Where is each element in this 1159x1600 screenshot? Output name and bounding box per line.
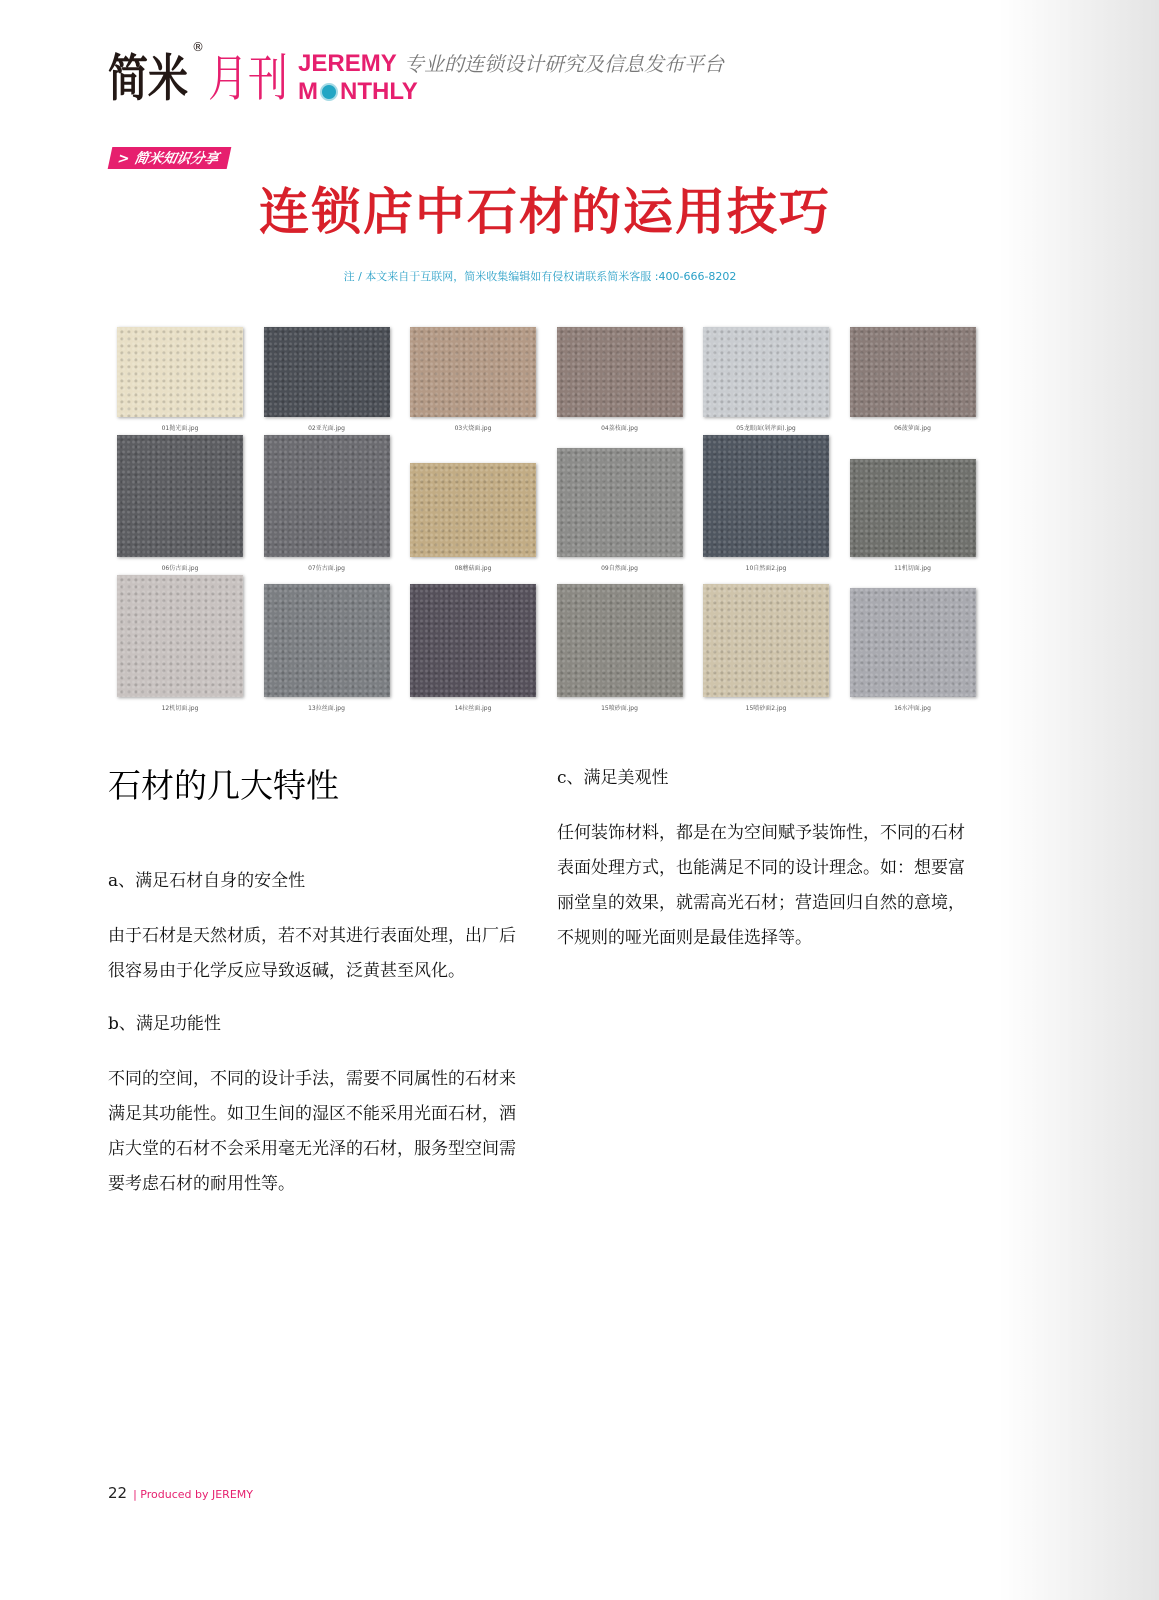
stone-image	[850, 588, 976, 697]
logo-m: M	[298, 78, 318, 105]
stone-caption: 02亚光面.jpg	[308, 425, 345, 432]
stone-image	[410, 327, 536, 417]
stone-sample	[117, 327, 243, 432]
stone-image	[117, 327, 243, 417]
stone-sample	[557, 448, 683, 572]
magazine-logo	[108, 40, 292, 110]
stone-caption: 08蘑菇面.jpg	[454, 565, 492, 572]
stone-sample	[850, 459, 976, 572]
right-column	[557, 763, 979, 976]
stone-sample	[264, 584, 390, 712]
stone-image	[264, 327, 390, 417]
stone-sample	[557, 584, 683, 712]
registered-mark: ®	[192, 40, 204, 54]
stone-image	[264, 435, 390, 557]
stone-sample	[850, 588, 976, 712]
stone-caption: 04荔枝面.jpg	[601, 425, 638, 432]
stone-caption: 06菠萝面.jpg	[894, 425, 931, 432]
stone-sample	[410, 463, 536, 572]
stone-caption: 15喷砂面2.jpg	[745, 705, 787, 712]
stone-image	[703, 327, 829, 417]
stone-caption: 01抛光面.jpg	[161, 425, 199, 432]
stone-image	[850, 459, 976, 557]
stone-caption: 07仿古面.jpg	[308, 565, 345, 572]
source-note: 注 / 本文来自于互联网，简米收集编辑如有侵权请联系简米客服 :400-666-8202	[343, 270, 737, 283]
stone-image	[117, 575, 243, 697]
logo-month: 月刊	[208, 50, 288, 108]
stone-sample	[557, 327, 683, 432]
produced-by: | Produced by JEREMY	[133, 1488, 253, 1501]
article-heading: 石材的几大特性	[108, 766, 339, 805]
section-tag: > 简米知识分享	[108, 147, 231, 169]
stone-image	[410, 463, 536, 557]
stone-sample	[703, 327, 829, 432]
stone-caption: 05龙眼面(剁斧面).jpg	[736, 425, 796, 432]
stone-caption: 15喷砂面.jpg	[601, 705, 638, 712]
stone-image	[264, 584, 390, 697]
stone-caption: 03火烧面.jpg	[454, 425, 492, 432]
stone-image	[703, 435, 829, 557]
page-number: 22	[108, 1484, 128, 1502]
slogan: 专业的连锁设计研究及信息发布平台	[404, 52, 724, 76]
stone-image	[557, 448, 683, 557]
stone-image	[850, 327, 976, 417]
logo-english	[298, 50, 418, 106]
section-b-title: b、满足功能性	[108, 1014, 221, 1034]
stone-caption: 11机切面.jpg	[894, 565, 931, 572]
section-c-text: 任何装饰材料，都是在为空间赋予装饰性，不同的石材表面处理方式，也能满足不同的设计理念。如：想要富丽堂皇的效果，就需高光石材；营造回归自然的意境，不规则的哑光面则是最佳选择等。	[557, 823, 965, 948]
stone-image	[557, 327, 683, 417]
stone-caption: 10自然面2.jpg	[745, 565, 787, 572]
section-c-title: c、满足美观性	[557, 768, 669, 788]
logo-cn: 简米	[108, 50, 188, 108]
stone-image-grid	[112, 322, 978, 718]
left-column	[108, 866, 530, 1222]
stone-sample	[410, 327, 536, 432]
stone-sample	[117, 435, 243, 572]
stone-caption: 06仿古面.jpg	[161, 565, 199, 572]
logo-nthly: NTHLY	[340, 78, 418, 105]
stone-image	[557, 584, 683, 697]
stone-caption: 12机切面.jpg	[161, 705, 199, 712]
stone-sample	[703, 584, 829, 712]
stone-image	[117, 435, 243, 557]
footer	[108, 1484, 253, 1502]
logo-dot-icon	[320, 83, 338, 101]
stone-sample	[117, 575, 243, 712]
stone-caption: 13拉丝面.jpg	[308, 705, 345, 712]
stone-sample	[264, 327, 390, 432]
stone-sample	[410, 584, 536, 712]
stone-caption: 16水冲面.jpg	[894, 705, 931, 712]
section-a-text: 由于石材是天然材质，若不对其进行表面处理，出厂后很容易由于化学反应导致返碱，泛黄甚至风化。	[108, 926, 516, 981]
stone-caption: 09自然面.jpg	[601, 565, 638, 572]
stone-sample	[703, 435, 829, 572]
stone-image	[410, 584, 536, 697]
stone-sample	[850, 327, 976, 432]
section-a-title: a、满足石材自身的安全性	[108, 871, 306, 891]
page-title: 连锁店中石材的运用技巧	[259, 182, 831, 241]
stone-sample	[264, 435, 390, 572]
logo-en-line2	[298, 78, 418, 106]
stone-caption: 14拉丝面.jpg	[454, 705, 492, 712]
stone-image	[703, 584, 829, 697]
logo-en-line1: JEREMY	[298, 50, 397, 77]
section-b-text: 不同的空间，不同的设计手法，需要不同属性的石材来满足其功能性。如卫生间的湿区不能采用光面石材，酒店大堂的石材不会采用毫无光泽的石材，服务型空间需要考虑石材的耐用性等。	[108, 1069, 516, 1194]
